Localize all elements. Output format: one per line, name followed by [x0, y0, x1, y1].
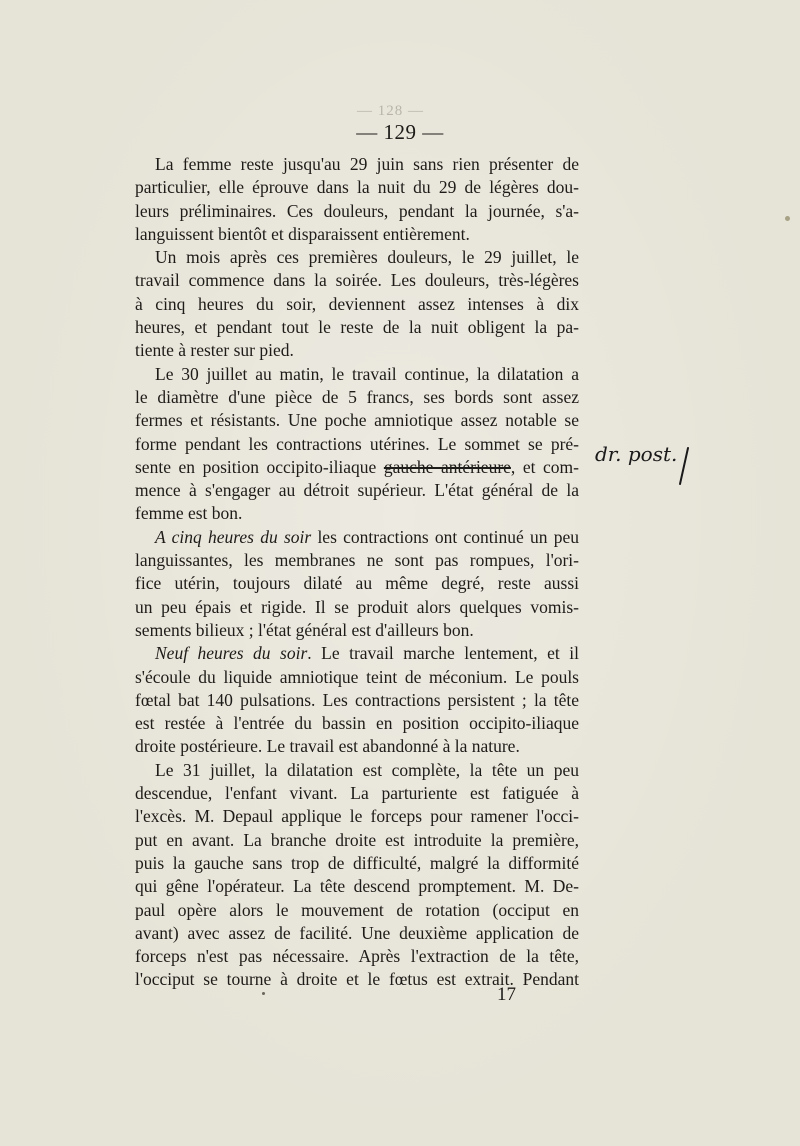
text-line: un peu épais et rigide. Il se produit alors quelques vomis-: [135, 596, 579, 617]
text-line: heures, et pendant tout le reste de la nuit obligent la pa-: [135, 317, 579, 338]
text-line: l'excès. M. Depaul applique le forceps pour ramener l'occi-: [135, 806, 579, 827]
struck-out-text: gauche antérieure: [383, 456, 511, 477]
body-text: [135, 153, 579, 992]
text-line: put en avant. La branche droite est introduite la première,: [135, 829, 579, 850]
text-line: Un mois après ces premières douleurs, le 29 juillet, le: [155, 247, 579, 268]
text-line: est restée à l'entrée du bassin en position occipito-iliaque: [135, 713, 579, 734]
text-line: forceps n'est pas nécessaire. Après l'extraction de la tête,: [135, 946, 579, 967]
signature-folio: 17: [497, 984, 516, 1005]
text-line: A cinq heures du soir les contractions ont continué un peu: [155, 526, 579, 547]
text-line: Le 30 juillet au matin, le travail continue, la dilatation a: [155, 363, 579, 384]
text-line: sements bilieux ; l'état général est d'ailleurs bon.: [135, 619, 474, 640]
text-line: fermes et résistants. Une poche amniotique assez notable se: [135, 410, 579, 431]
text-line: mence à s'engager au détroit supérieur. L'état général de la: [135, 480, 579, 501]
text-line: languissantes, les membranes ne sont pas rompues, l'ori-: [135, 550, 579, 571]
text-line: descendue, l'enfant vivant. La parturiente est fatiguée à: [135, 783, 579, 804]
paper-speck: [785, 216, 790, 221]
text-line: La femme reste jusqu'au 29 juin sans rien présenter de: [155, 154, 579, 174]
text-line: tiente à rester sur pied.: [135, 340, 294, 361]
margin-note-text: dr. post.: [595, 442, 678, 466]
text-line: femme est bon.: [135, 503, 243, 524]
text-line: paul opère alors le mouvement de rotation (occiput en: [135, 899, 579, 920]
ink-dot: [262, 992, 265, 995]
text-line: qui gêne l'opérateur. La tête descend promptement. M. De-: [135, 876, 579, 897]
text-line: travail commence dans la soirée. Les douleurs, très-légères: [135, 270, 579, 291]
italic-text: Neuf heures du soir: [155, 643, 308, 664]
text-line: le diamètre d'une pièce de 5 francs, ses bords sont assez: [135, 386, 579, 407]
text-line: fice utérin, toujours dilaté au même degré, reste aussi: [135, 573, 579, 594]
text-line: forme pendant les contractions utérines. Le sommet se pré-: [135, 433, 579, 454]
text-line: Le 31 juillet, la dilatation est complète, la tête un peu: [155, 759, 579, 780]
italic-text: A cinq heures du soir: [155, 526, 312, 547]
text-line: droite postérieure. Le travail est abandonné à la nature.: [135, 736, 520, 757]
text-line: leurs préliminaires. Ces douleurs, pendant la journée, s'a-: [135, 200, 579, 221]
text-line: puis la gauche sans trop de difficulté, malgré la difformité: [135, 852, 579, 873]
text-line: à cinq heures du soir, deviennent assez intenses à dix: [135, 293, 579, 314]
text-line: languissent bientôt et disparaissent entièrement.: [135, 223, 470, 244]
text-line: l'occiput se tourne à droite et le fœtus est extrait. Pendant: [135, 969, 579, 990]
page-number: — 129 —: [356, 120, 444, 144]
text-line: fœtal bat 140 pulsations. Les contractions persistent ; la tête: [135, 689, 579, 710]
margin-note-bracket-icon: [593, 440, 703, 490]
text-line: sente en position occipito-iliaque gauche antérieure, et com-: [135, 456, 579, 477]
text-line: Neuf heures du soir. Le travail marche lentement, et il: [155, 643, 579, 664]
text-line: s'écoule du liquide amniotique teint de méconium. Le pouls: [135, 666, 579, 687]
handwritten-margin-note: [593, 440, 703, 490]
show-through-page-number: — 128 —: [357, 103, 424, 119]
text-line: particulier, elle éprouve dans la nuit du 29 de légères dou-: [135, 177, 579, 198]
text-line: avant) avec assez de facilité. Une deuxième application de: [135, 922, 579, 943]
